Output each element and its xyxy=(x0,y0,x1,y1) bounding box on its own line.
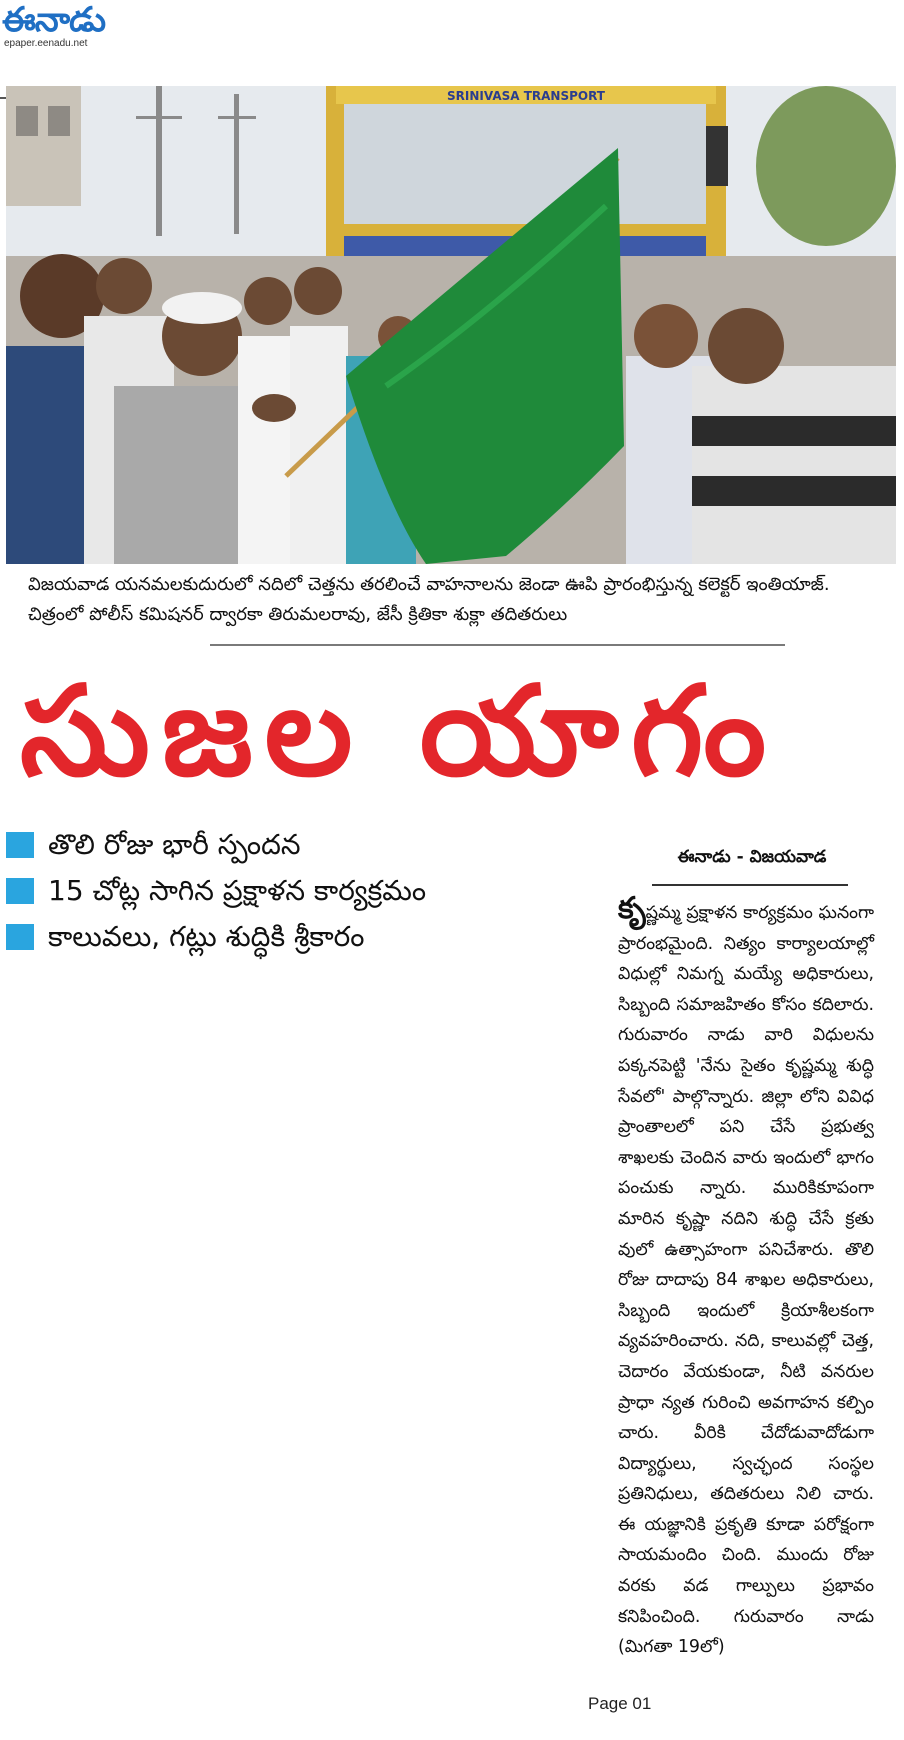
article-text: ష్ణమ్మ ప్రక్షాళన కార్యక్రమం ఘనంగా ప్రారంభమైంది. నిత్యం కార్యాలయాల్లో విధుల్లో నిమగ్న మయ్యే అధికారులు, సిబ్బంది సమాజహితం కోసం కదిలారు. గురువారం నాడు వారి విధులను పక్కనపెట్టి 'నేను సైతం కృష్ణమ్మ శుద్ధి సేవలో' పాల్గొన్నారు. జిల్లా లోని వివిధ ప్రాంతాలలో పని చేసే ప్రభుత్వ శాఖలకు చెందిన వారు ఇందులో భాగం పంచుకు న్నారు. మురికికూపంగా మారిన కృష్ణా నదిని శుద్ధి చేసే క్రతు వులో ఉత్సాహంగా పనిచేశారు. తొలి రోజు దాదాపు 84 శాఖల అధికారులు, సిబ్బంది ఇందులో క్రియాశీలకంగా వ్యవహరించారు. నది, కాలువల్లో చెత్త, చెదారం వేయకుండా, నీటి వనరుల ప్రాధా న్యత గురించి అవగాహన కల్పిం చారు. వీరికి చేదోడువాదోడుగా విద్యార్థులు, స్వచ్ఛంద సంస్థల ప్రతినిధులు, తదితరులు నిలి చారు. ఈ యజ్ఞానికి ప్రకృతి కూడా పరోక్షంగా సాయమందిం చింది. ముందు రోజు వరకు వడ గాల్పులు ప్రభావం కనిపించింది. గురువారం నాడు (మిగతా 19లో) xyxy=(618,903,874,1658)
article-body xyxy=(618,891,874,1663)
flag-off-photo-illustration xyxy=(6,86,896,564)
bullet-square-icon xyxy=(6,878,34,904)
page-number: Page 01 xyxy=(588,1694,652,1713)
article-dropcap: కృ xyxy=(618,891,646,926)
masthead xyxy=(0,0,160,58)
caption-divider xyxy=(210,644,785,646)
headline: సుజల యాగం xyxy=(20,660,779,804)
bullet-text: తొలి రోజు భారీ స్పందన xyxy=(48,828,301,861)
bullet-text: 15 చోట్ల సాగిన ప్రక్షాళన కార్యక్రమం xyxy=(48,874,427,907)
bullet-item xyxy=(6,868,606,914)
truck-sign: SRINIVASA TRANSPORT xyxy=(446,89,606,103)
bullet-square-icon xyxy=(6,832,34,858)
photo-caption: విజయవాడ యనమలకుదురులో నదిలో చెత్తను తరలించే వాహనాలను జెండా ఊపి ప్రారంభిస్తున్న కలెక్టర్ ఇంతియాజ్. చిత్రంలో పోలీస్ కమిషనర్ ద్వారకా తిరుమలరావు, జేసీ క్రితికా శుక్లా తదితరులు xyxy=(28,574,830,625)
bullet-square-icon xyxy=(6,924,34,950)
bullet-item xyxy=(6,914,606,960)
news-photo xyxy=(6,86,896,564)
bullet-text: కాలువలు, గట్లు శుద్ధికి శ్రీకారం xyxy=(48,920,365,953)
epaper-url[interactable]: epaper.eenadu.net xyxy=(4,38,88,49)
eenadu-logo[interactable]: ఈనాడు xyxy=(2,0,106,40)
byline: ఈనాడు - విజయవాడ xyxy=(677,847,827,867)
bullet-list xyxy=(6,822,606,960)
bullet-item xyxy=(6,822,606,868)
byline-underline xyxy=(652,884,848,886)
